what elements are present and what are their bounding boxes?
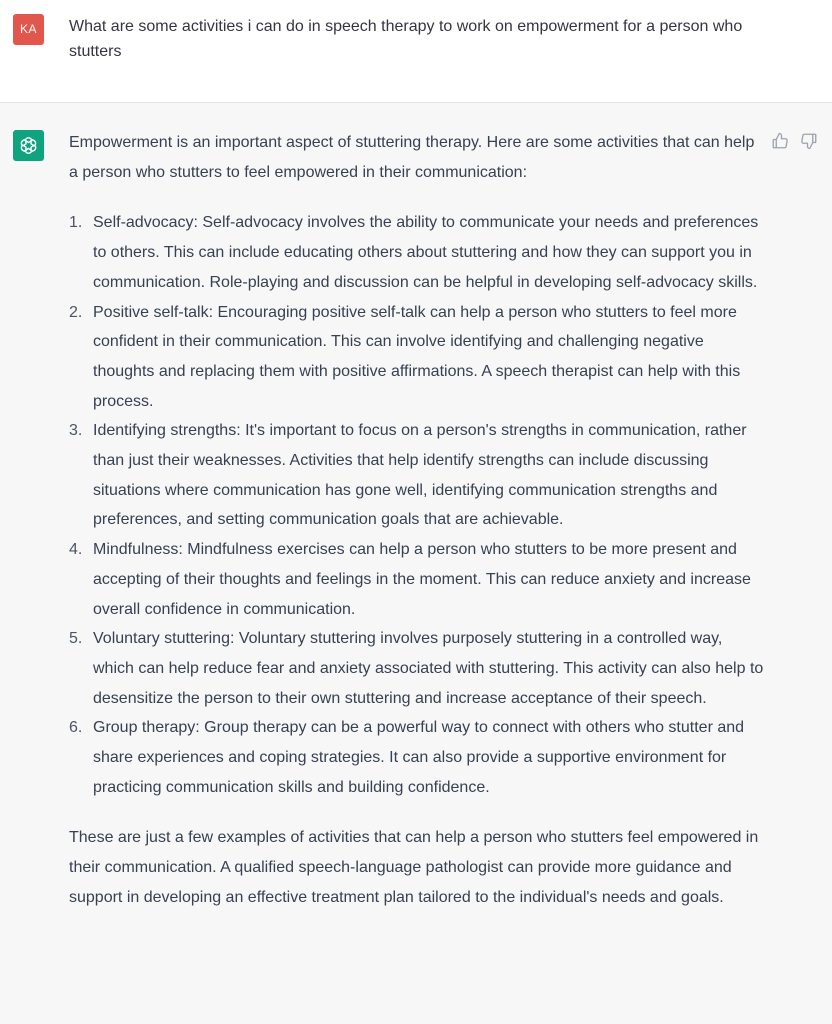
user-message-text: What are some activities i can do in speech therapy to work on empowerment for a person who stutters xyxy=(69,18,743,60)
list-item-number: 3. xyxy=(69,422,83,440)
list-item xyxy=(69,713,764,802)
thumbs-down-icon xyxy=(800,132,818,150)
list-item-number: 4. xyxy=(69,541,83,559)
assistant-message-body xyxy=(69,128,764,913)
activities-list xyxy=(69,208,764,802)
list-item xyxy=(69,298,764,417)
assistant-avatar xyxy=(13,130,44,161)
thumbs-down-button[interactable] xyxy=(800,132,822,154)
list-item-number: 5. xyxy=(69,630,83,648)
openai-logo-icon xyxy=(18,135,39,156)
assistant-conclusion: These are just a few examples of activities that can help a person who stutters feel empowered in their communication. A qualified speech-language pathologist can provide more guidance and support in developing an effective treatment plan tailored to the individual's needs and goals. xyxy=(69,829,759,906)
user-message-row xyxy=(0,0,832,103)
list-item-number: 2. xyxy=(69,303,83,321)
list-item xyxy=(69,535,764,624)
thumbs-up-icon xyxy=(771,132,789,150)
list-item-number: 1. xyxy=(69,214,83,232)
assistant-intro: Empowerment is an important aspect of stuttering therapy. Here are some activities that can help a person who stutters to feel empowered in their communication: xyxy=(69,134,755,181)
assistant-message-row xyxy=(0,103,832,1024)
thumbs-up-button[interactable] xyxy=(771,132,793,154)
list-item-text: Self-advocacy: Self-advocacy involves the ability to communicate your needs and preferences to others. This can include educating others about stuttering and how they can support you in communication. Role-playing and discussion can be helpful in developing self-advocacy skills. xyxy=(93,214,759,291)
list-item xyxy=(69,416,764,535)
list-item-text: Mindfulness: Mindfulness exercises can help a person who stutters to be more present and accepting of their thoughts and feelings in the moment. This can reduce anxiety and increase overall confidence in communication. xyxy=(93,541,751,618)
list-item xyxy=(69,208,764,297)
list-item xyxy=(69,624,764,713)
user-avatar: KA xyxy=(13,14,44,45)
list-item-text: Identifying strengths: It's important to focus on a person's strengths in communication, rather than just their weaknesses. Activities that help identify strengths can include discussing situations where communication has gone well, identifying communication strengths and preferences, and setting communication goals that are achievable. xyxy=(93,422,747,529)
list-item-text: Voluntary stuttering: Voluntary stuttering involves purposely stuttering in a controlled way, which can help reduce fear and anxiety associated with stuttering. This activity can also help to desensitize the person to their own stuttering and increase acceptance of their speech. xyxy=(93,630,764,707)
list-item-text: Group therapy: Group therapy can be a powerful way to connect with others who stutter and share experiences and coping strategies. It can also provide a supportive environment for practicing communication skills and building confidence. xyxy=(93,719,745,796)
list-item-number: 6. xyxy=(69,719,83,737)
list-item-text: Positive self-talk: Encouraging positive self-talk can help a person who stutters to feel more confident in their communication. This can involve identifying and challenging negative thoughts and replacing them with positive affirmations. A speech therapist can help with this process. xyxy=(93,303,741,410)
